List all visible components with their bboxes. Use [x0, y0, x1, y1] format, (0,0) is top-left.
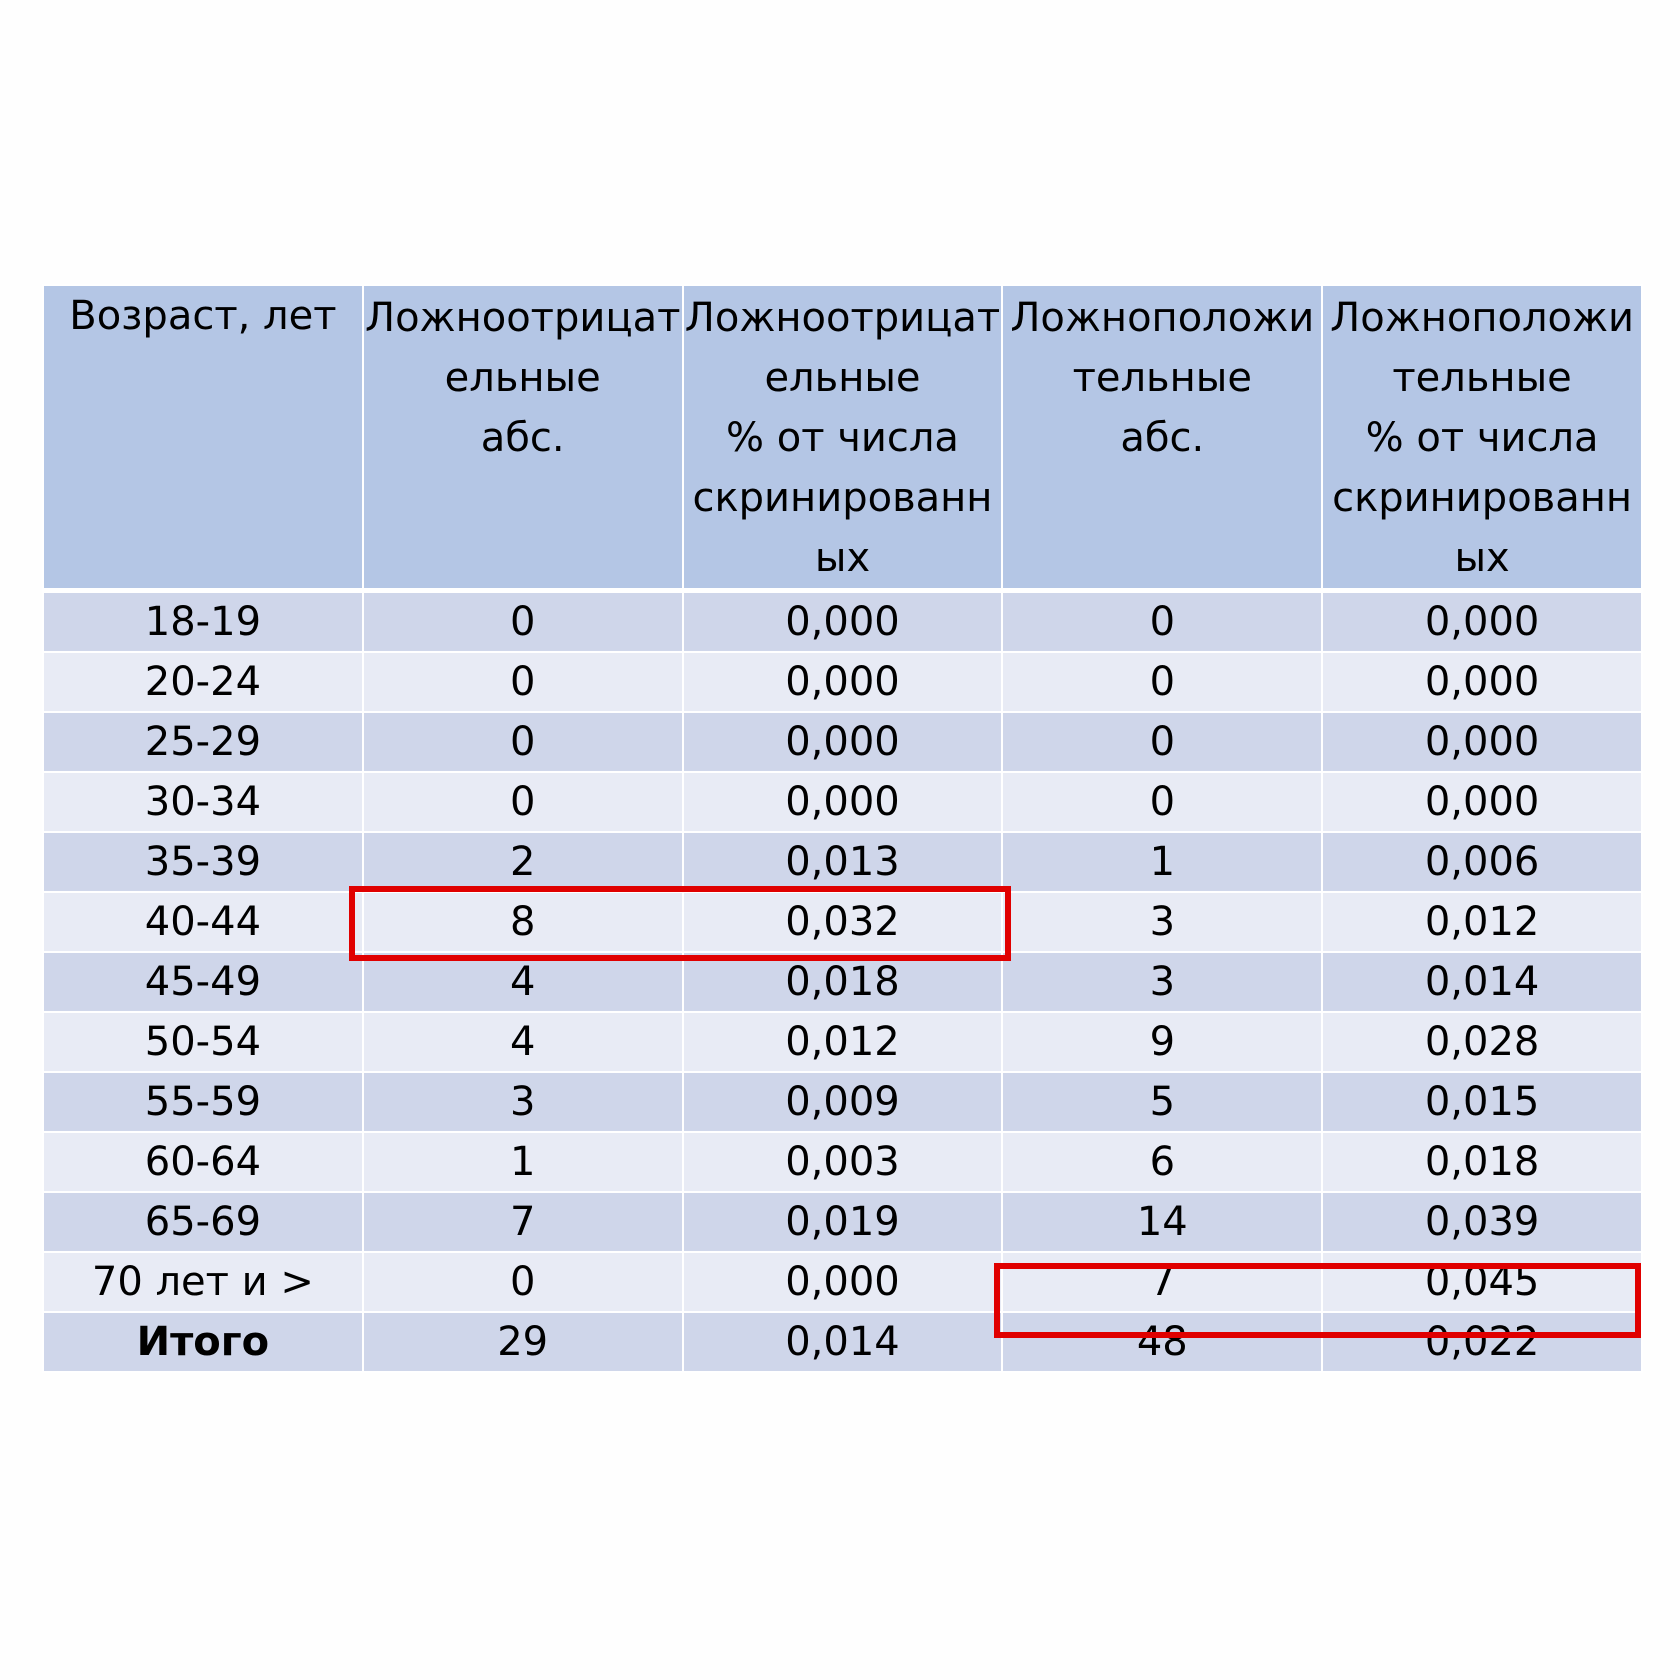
cell-fp-abs: 3 — [1002, 892, 1322, 952]
cell-fn-abs: 2 — [363, 832, 683, 892]
cell-fn-percent: 0,000 — [683, 772, 1003, 832]
cell-fn-percent: 0,000 — [683, 591, 1003, 653]
table-header-row — [43, 285, 1642, 591]
cell-age: 45-49 — [43, 952, 363, 1012]
cell-fn-percent: 0,000 — [683, 1252, 1003, 1312]
cell-fp-abs: 1 — [1002, 832, 1322, 892]
cell-fn-percent: 0,018 — [683, 952, 1003, 1012]
cell-fp-percent: 0,015 — [1322, 1072, 1642, 1132]
cell-fp-percent: 0,014 — [1322, 952, 1642, 1012]
data-table-container — [42, 284, 1641, 1373]
total-row — [43, 1312, 1642, 1372]
cell-fp-abs: 7 — [1002, 1252, 1322, 1312]
table-row — [43, 772, 1642, 832]
cell-fn-percent: 0,013 — [683, 832, 1003, 892]
table-body — [43, 591, 1642, 1373]
table-row — [43, 892, 1642, 952]
table-row — [43, 1192, 1642, 1252]
cell-fn-percent: 0,000 — [683, 712, 1003, 772]
header-false-positive-abs: Ложноположи тельные абс. — [1002, 285, 1322, 591]
cell-fp-abs: 0 — [1002, 652, 1322, 712]
cell-fn-abs: 0 — [363, 652, 683, 712]
cell-fp-abs: 0 — [1002, 772, 1322, 832]
cell-fp-percent: 0,000 — [1322, 652, 1642, 712]
cell-age: 40-44 — [43, 892, 363, 952]
cell-fn-abs: 3 — [363, 1072, 683, 1132]
cell-age: 30-34 — [43, 772, 363, 832]
cell-fn-percent: 0,003 — [683, 1132, 1003, 1192]
cell-fp-abs: 14 — [1002, 1192, 1322, 1252]
table-row — [43, 712, 1642, 772]
cell-fn-abs: 1 — [363, 1132, 683, 1192]
header-age: Возраст, лет — [43, 285, 363, 591]
cell-fp-percent: 0,012 — [1322, 892, 1642, 952]
cell-fp-abs: 0 — [1002, 712, 1322, 772]
cell-fp-abs: 9 — [1002, 1012, 1322, 1072]
cell-total-label: Итого — [43, 1312, 363, 1372]
cell-age: 55-59 — [43, 1072, 363, 1132]
cell-fp-abs: 0 — [1002, 591, 1322, 653]
header-false-negative-abs: Ложноотрицат ельные абс. — [363, 285, 683, 591]
cell-fp-percent: 0,018 — [1322, 1132, 1642, 1192]
cell-fn-percent: 0,009 — [683, 1072, 1003, 1132]
cell-fp-percent: 0,045 — [1322, 1252, 1642, 1312]
cell-total-fn-abs: 29 — [363, 1312, 683, 1372]
cell-fp-percent: 0,006 — [1322, 832, 1642, 892]
header-false-positive-percent: Ложноположи тельные % от числа скринированн ых — [1322, 285, 1642, 591]
cell-total-fp-abs: 48 — [1002, 1312, 1322, 1372]
cell-age: 35-39 — [43, 832, 363, 892]
table-row — [43, 1252, 1642, 1312]
cell-fp-percent: 0,028 — [1322, 1012, 1642, 1072]
cell-fn-abs: 0 — [363, 772, 683, 832]
table-row — [43, 1132, 1642, 1192]
table-row — [43, 832, 1642, 892]
cell-fn-abs: 0 — [363, 591, 683, 653]
cell-fp-percent: 0,039 — [1322, 1192, 1642, 1252]
cell-fn-abs: 4 — [363, 1012, 683, 1072]
cell-age: 25-29 — [43, 712, 363, 772]
cell-fn-percent: 0,019 — [683, 1192, 1003, 1252]
cell-fn-abs: 4 — [363, 952, 683, 1012]
cell-fp-percent: 0,000 — [1322, 772, 1642, 832]
cell-fp-percent: 0,000 — [1322, 712, 1642, 772]
cell-fn-percent: 0,032 — [683, 892, 1003, 952]
table-row — [43, 652, 1642, 712]
cell-total-fn-percent: 0,014 — [683, 1312, 1003, 1372]
table-row — [43, 952, 1642, 1012]
cell-fp-abs: 3 — [1002, 952, 1322, 1012]
cell-age: 60-64 — [43, 1132, 363, 1192]
cell-fn-percent: 0,000 — [683, 652, 1003, 712]
table-row — [43, 1072, 1642, 1132]
cell-fn-percent: 0,012 — [683, 1012, 1003, 1072]
cell-age: 20-24 — [43, 652, 363, 712]
cell-fp-abs: 5 — [1002, 1072, 1322, 1132]
cell-total-fp-percent: 0,022 — [1322, 1312, 1642, 1372]
cell-fn-abs: 0 — [363, 1252, 683, 1312]
cell-fp-abs: 6 — [1002, 1132, 1322, 1192]
table-row — [43, 591, 1642, 653]
cell-fn-abs: 7 — [363, 1192, 683, 1252]
false-results-by-age-table — [42, 284, 1643, 1373]
cell-age: 50-54 — [43, 1012, 363, 1072]
cell-fn-abs: 0 — [363, 712, 683, 772]
table-row — [43, 1012, 1642, 1072]
cell-fp-percent: 0,000 — [1322, 591, 1642, 653]
header-false-negative-percent: Ложноотрицат ельные % от числа скринированн ых — [683, 285, 1003, 591]
cell-age: 70 лет и > — [43, 1252, 363, 1312]
cell-fn-abs: 8 — [363, 892, 683, 952]
cell-age: 18-19 — [43, 591, 363, 653]
cell-age: 65-69 — [43, 1192, 363, 1252]
